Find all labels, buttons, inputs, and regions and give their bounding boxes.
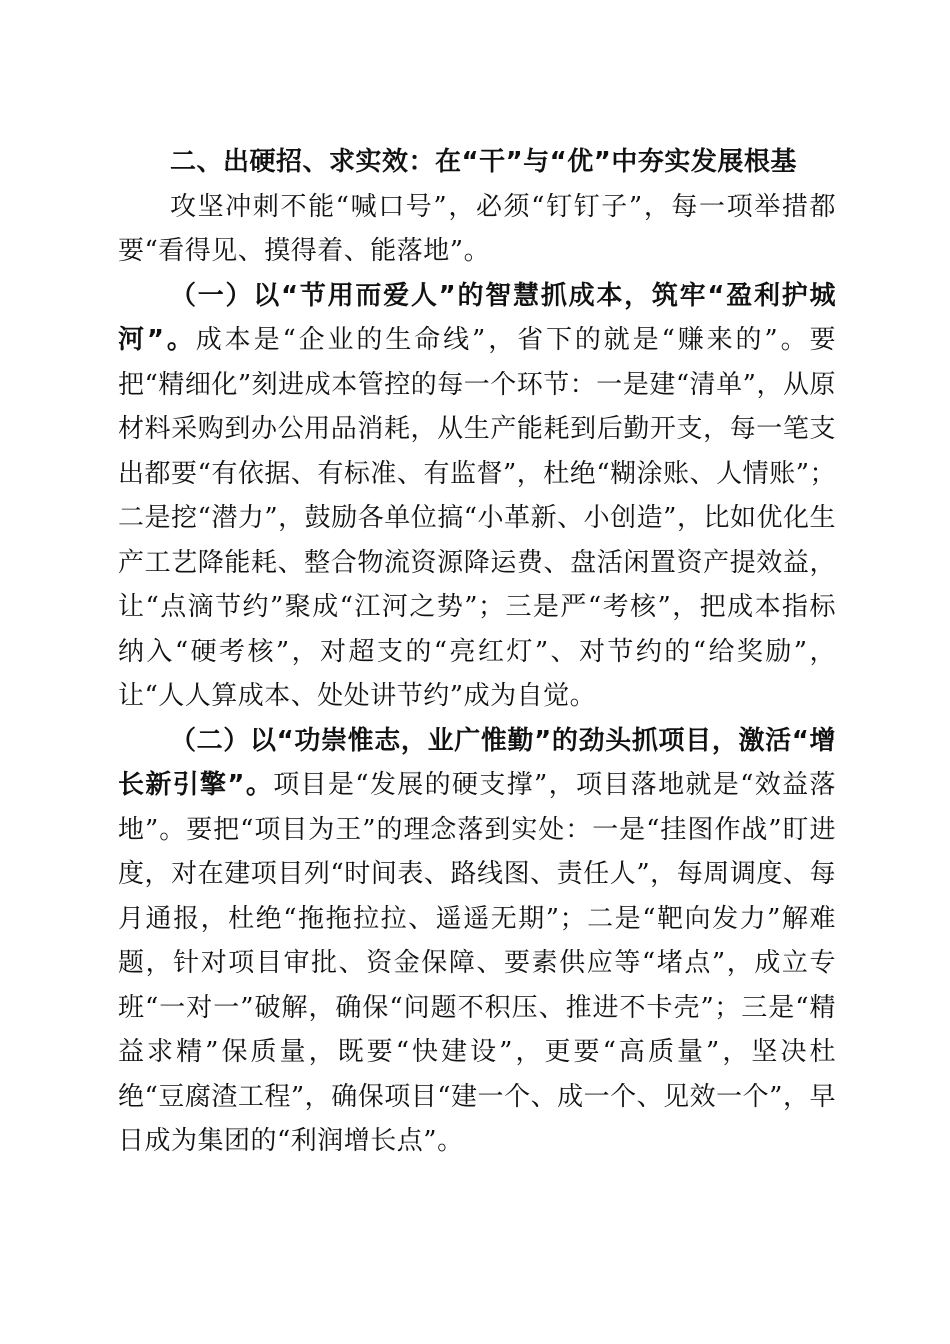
- paragraph-cost-control: [118, 274, 836, 719]
- paragraph-projects-body: 项目是“发展的硬支撑”，项目落地就是“效益落地”。要把“项目为王”的理念落到实处：一是“挂图作战”盯进度，对在建项目列“时间表、路线图、责任人”，每周调度、每月通报，杜绝“拖拖拉拉、遥遥无期”；二是“靶向发力”解难题，针对项目审批、资金保障、要素供应等“堵点”，成立专班“一对一”破解，确保“问题不积压、推进不卡壳”；三是“精益求精”保质量，既要“快建设”，更要“高质量”，坚决杜绝“豆腐渣工程”，确保项目“建一个、成一个、见效一个”，早日成为集团的“利润增长点”。: [118, 770, 836, 1156]
- paragraph-projects: [118, 719, 836, 1164]
- intro-paragraph: 攻坚冲刺不能“喊口号”，必须“钉钉子”，每一项举措都要“看得见、摸得着、能落地”。: [118, 191, 836, 266]
- document-body: [118, 140, 836, 1164]
- subheading-projects: （二）以“功崇惟志，业广惟勤”的劲头抓项目，激活“增长新引擎”。: [118, 725, 836, 800]
- section-heading: 二、出硬招、求实效：在“干”与“优”中夯实发展根基: [170, 147, 797, 177]
- paragraph-cost-control-body: 成本是“企业的生命线”，省下的就是“赚来的”。要把“精细化”刻进成本管控的每一个环节：一是建“清单”，从原材料采购到办公用品消耗，从生产能耗到后勤开支，每一笔支出都要“有依据、有标准、有监督”，杜绝“糊涂账、人情账”；二是挖“潜力”，鼓励各单位搞“小革新、小创造”，比如优化生产工艺降能耗、整合物流资源降运费、盘活闲置资产提效益，让“点滴节约”聚成“江河之势”；三是严“考核”，把成本指标纳入“硬考核”，对超支的“亮红灯”、对节约的“给奖励”，让“人人算成本、处处讲节约”成为自觉。: [118, 325, 837, 711]
- subheading-cost-control: （一）以“节用而爱人”的智慧抓成本，筑牢“盈利护城河”。: [118, 280, 836, 355]
